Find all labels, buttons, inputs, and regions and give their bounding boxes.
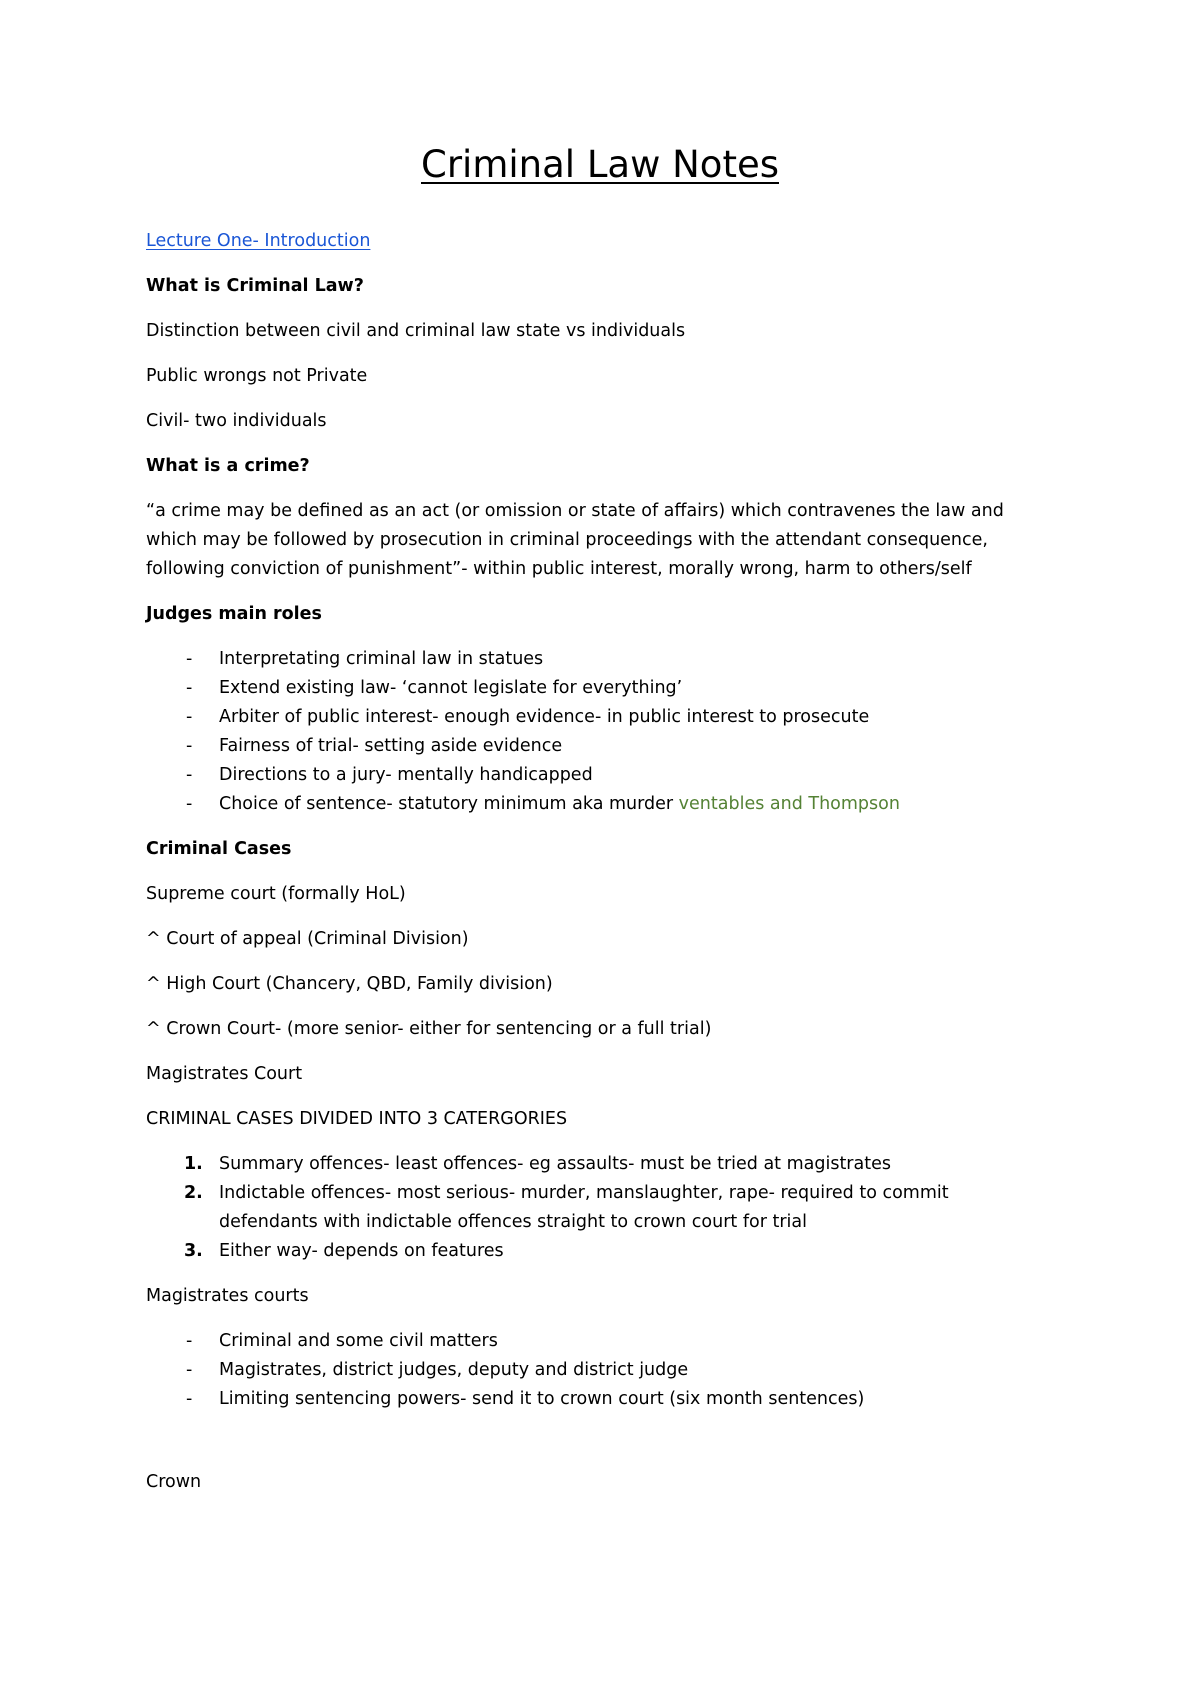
heading-crown: Crown <box>146 1472 202 1492</box>
court-hierarchy-line: Supreme court (formally HoL) <box>146 884 406 904</box>
list-item <box>146 1237 1046 1266</box>
court-hierarchy-line: Magistrates Court <box>146 1064 303 1084</box>
dash-marker: - <box>186 1360 193 1380</box>
dash-marker: - <box>186 707 193 727</box>
categories-list <box>146 1150 1046 1266</box>
heading-magistrates-courts: Magistrates courts <box>146 1286 309 1306</box>
number-marker: 3. <box>184 1241 203 1261</box>
list-item-text: Criminal and some civil matters <box>219 1331 498 1351</box>
number-marker: 2. <box>184 1183 203 1203</box>
magistrates-list <box>146 1327 1046 1414</box>
list-item <box>146 1327 1046 1356</box>
list-item-text: Fairness of trial- setting aside evidence <box>219 736 563 756</box>
spacer <box>146 1430 1046 1468</box>
list-item-text: Indictable offences- most serious- murder, manslaughter, rape- required to commit defendants with indictable offences straight to crown court for trial <box>219 1183 949 1232</box>
list-item <box>146 645 1046 674</box>
document-body <box>146 227 1046 1513</box>
list-item-text: Interpretating criminal law in statues <box>219 649 544 669</box>
page-title: Criminal Law Notes <box>421 143 779 186</box>
court-hierarchy-line: ^ High Court (Chancery, QBD, Family division) <box>146 974 553 994</box>
case-reference-highlight: ventables and Thompson <box>678 794 900 814</box>
list-item <box>146 1150 1046 1179</box>
crime-definition-quote: “a crime may be defined as an act (or omission or state of affairs) which contravenes the law and which may be followed by prosecution in criminal proceedings with the attendant consequence, following conviction of punishment”- within public interest, morally wrong, harm to others/self <box>146 501 1004 579</box>
court-hierarchy-line: ^ Court of appeal (Criminal Division) <box>146 929 469 949</box>
judges-roles-list <box>146 645 1046 819</box>
court-hierarchy-line: ^ Crown Court- (more senior- either for sentencing or a full trial) <box>146 1019 712 1039</box>
list-item <box>146 674 1046 703</box>
paragraph: Public wrongs not Private <box>146 366 368 386</box>
dash-marker: - <box>186 794 193 814</box>
lecture-link-paragraph <box>146 227 1046 256</box>
dash-marker: - <box>186 678 193 698</box>
list-item-text: Extend existing law- ‘cannot legislate for everything’ <box>219 678 683 698</box>
dash-marker: - <box>186 765 193 785</box>
list-item <box>146 761 1046 790</box>
list-item-text: Choice of sentence- statutory minimum aka murder <box>219 794 679 814</box>
heading-what-is-criminal-law: What is Criminal Law? <box>146 276 364 296</box>
heading-criminal-cases: Criminal Cases <box>146 839 292 859</box>
dash-marker: - <box>186 1331 193 1351</box>
lecture-link[interactable]: Lecture One- Introduction <box>146 231 371 251</box>
list-item-text: Magistrates, district judges, deputy and district judge <box>219 1360 689 1380</box>
list-item-text: Either way- depends on features <box>219 1241 504 1261</box>
heading-what-is-a-crime: What is a crime? <box>146 456 310 476</box>
list-item <box>146 790 1046 819</box>
list-item <box>146 1356 1046 1385</box>
categories-heading: CRIMINAL CASES DIVIDED INTO 3 CATERGORIES <box>146 1109 568 1129</box>
list-item <box>146 732 1046 761</box>
paragraph: Civil- two individuals <box>146 411 327 431</box>
dash-marker: - <box>186 1389 193 1409</box>
heading-judges-main-roles: Judges main roles <box>146 604 322 624</box>
paragraph: Distinction between civil and criminal law state vs individuals <box>146 321 686 341</box>
list-item-text: Arbiter of public interest- enough evidence- in public interest to prosecute <box>219 707 870 727</box>
number-marker: 1. <box>184 1154 203 1174</box>
list-item <box>146 703 1046 732</box>
list-item <box>146 1179 1046 1237</box>
list-item-text: Summary offences- least offences- eg assaults- must be tried at magistrates <box>219 1154 891 1174</box>
list-item-text: Limiting sentencing powers- send it to crown court (six month sentences) <box>219 1389 865 1409</box>
list-item-text: Directions to a jury- mentally handicapped <box>219 765 593 785</box>
list-item <box>146 1385 1046 1414</box>
dash-marker: - <box>186 649 193 669</box>
dash-marker: - <box>186 736 193 756</box>
